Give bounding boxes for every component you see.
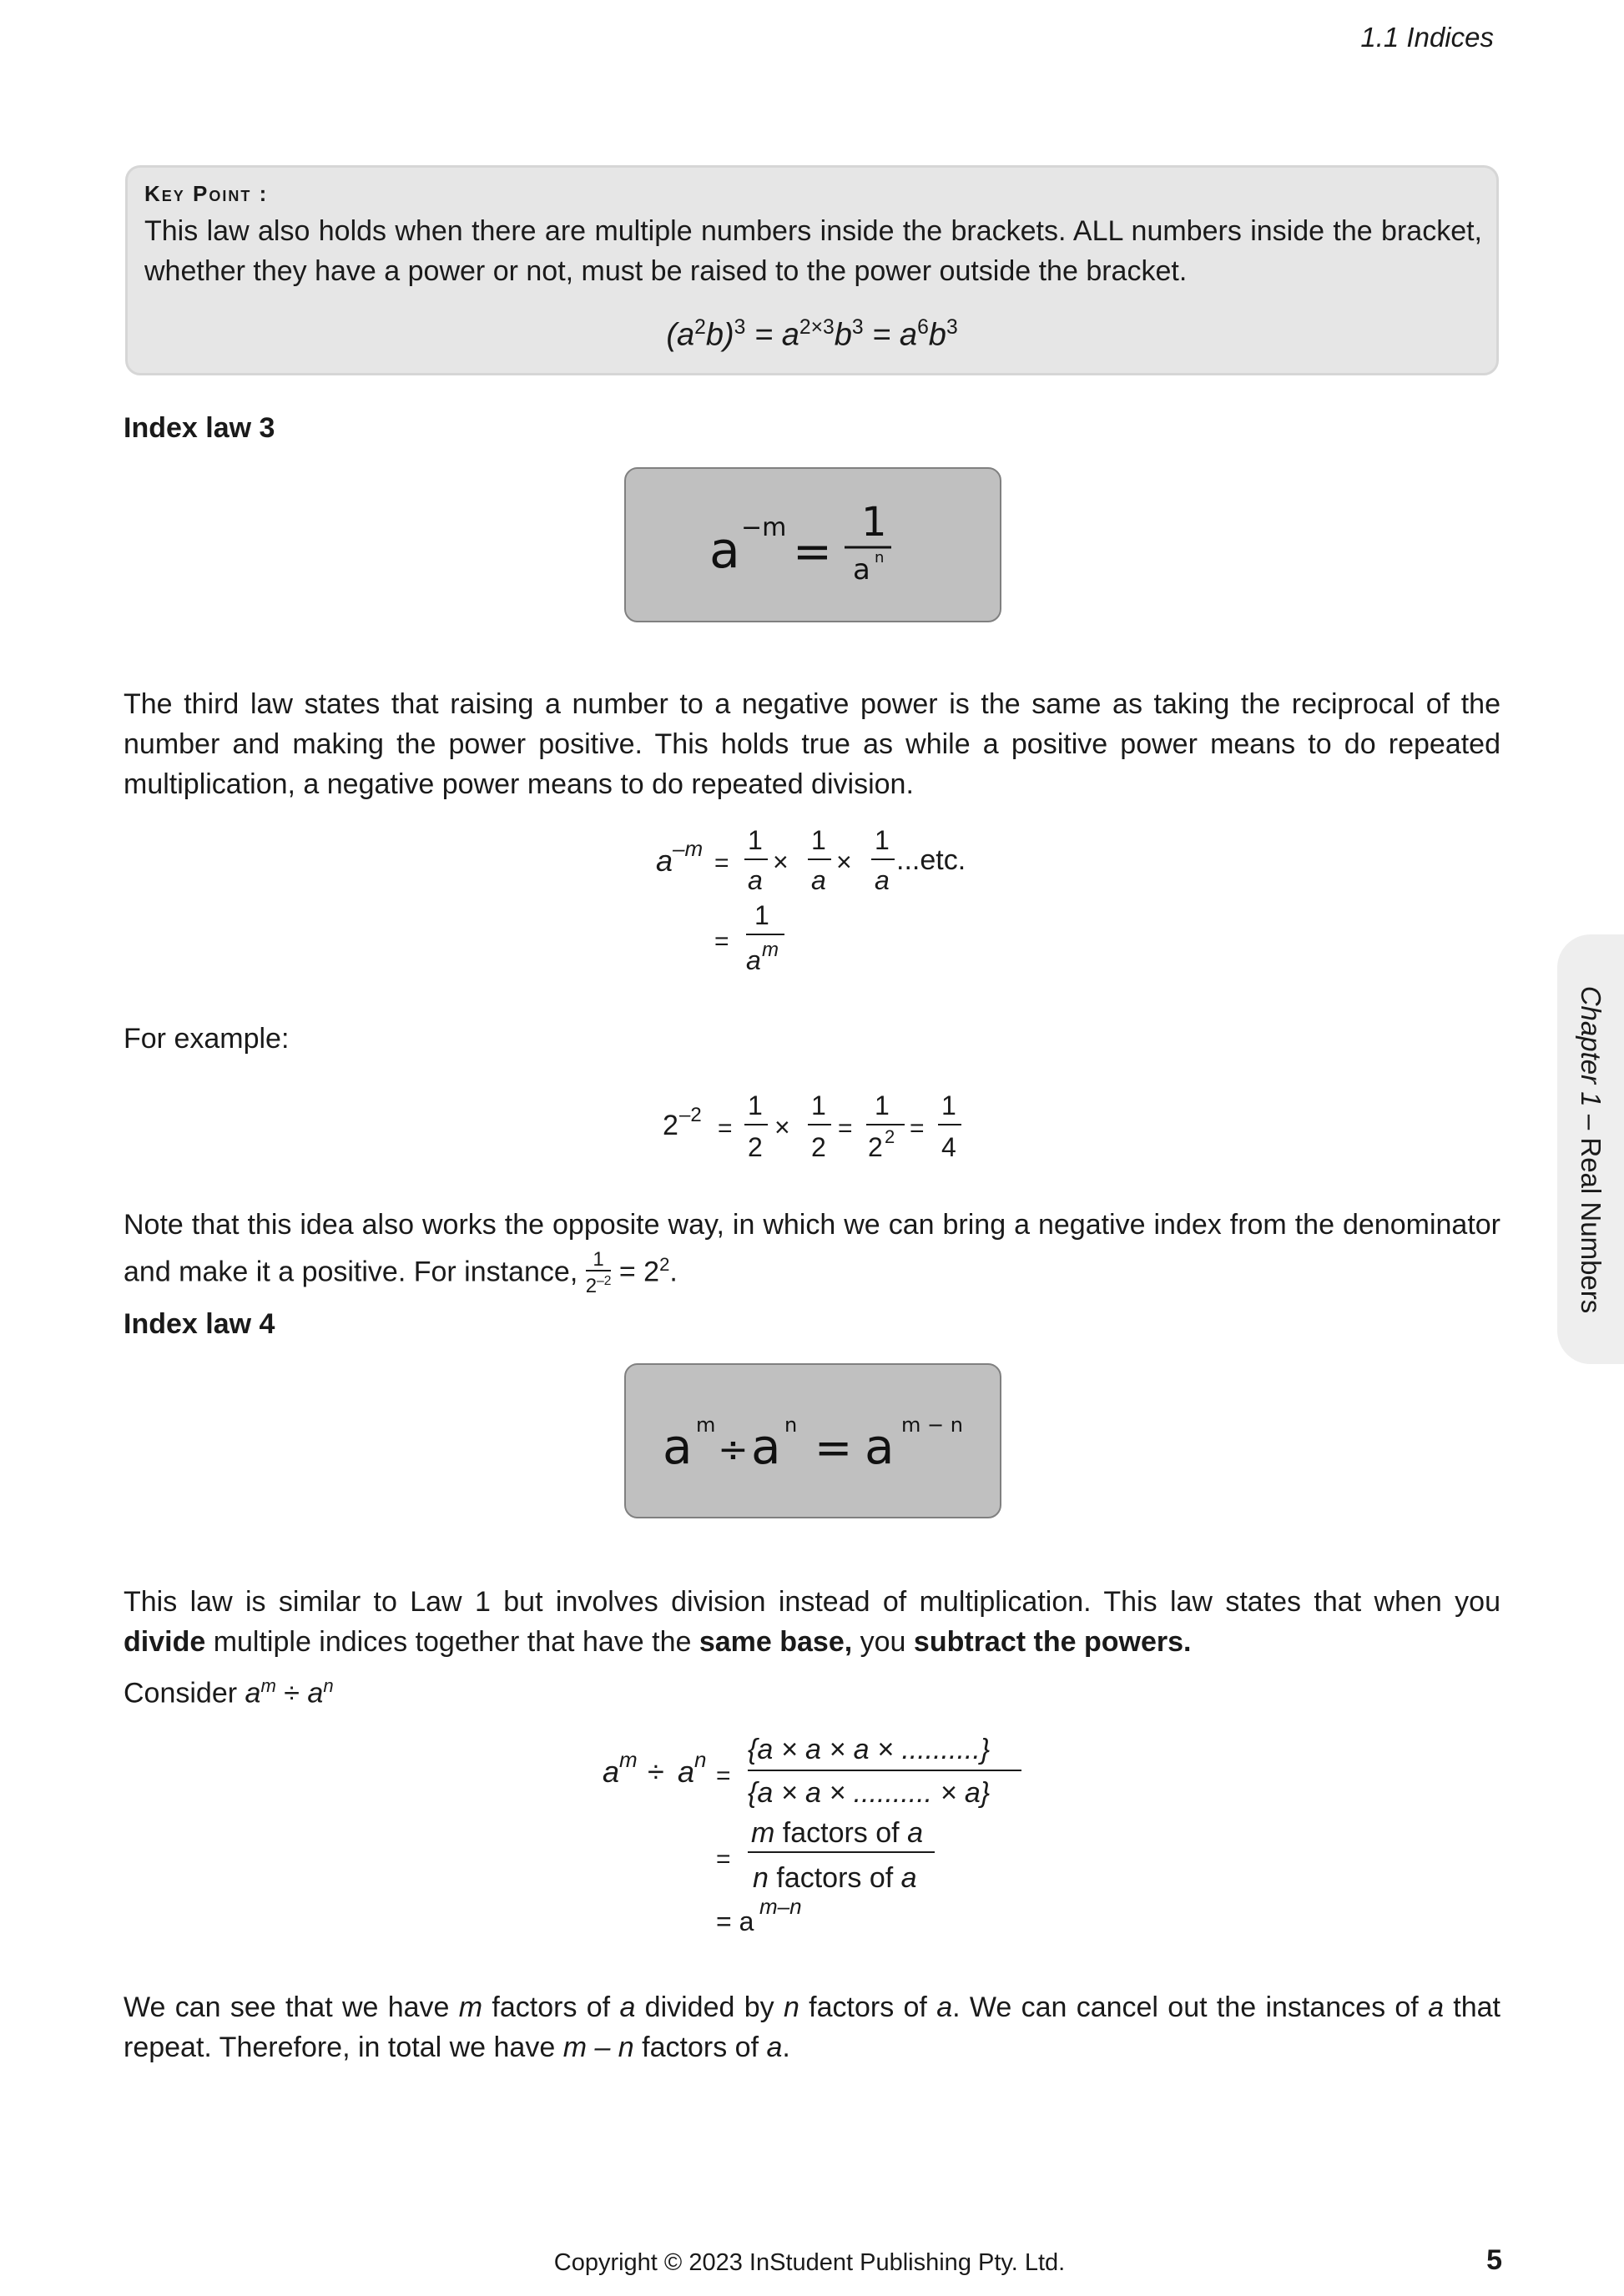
law3-den-exp: n [875, 549, 885, 566]
chapter-number: Chapter 1 [1576, 985, 1606, 1107]
d4-a2: a [678, 1755, 695, 1789]
deriv-den: a [875, 865, 890, 895]
law3-note [124, 1205, 1500, 1297]
deriv-den: a [748, 865, 763, 895]
formula-part: (a [666, 317, 695, 353]
formula-part: b [834, 317, 852, 353]
formula-exp: 3 [946, 316, 958, 339]
formula-exp: 2 [694, 316, 706, 339]
law4-heading: Index law 4 [124, 1308, 275, 1340]
formula-exp: 6 [917, 316, 929, 339]
law3-eq: = [793, 525, 832, 579]
ex-den: 4 [941, 1132, 956, 1162]
law4-paragraph [124, 1582, 1500, 1662]
d4-den1: {a × a × .......... × a} [748, 1777, 991, 1809]
concl-var: a [936, 1991, 953, 2023]
d4-final-exp: m–n [759, 1894, 802, 1919]
chapter-dash: – [1576, 1106, 1606, 1137]
formula-exp: 3 [851, 316, 864, 339]
law4-div: ÷ [718, 1428, 749, 1471]
law4-exp1: m [696, 1413, 716, 1437]
ex-num: 1 [875, 1091, 890, 1120]
law3-formula [626, 469, 1003, 624]
law4-conclusion [124, 1987, 1500, 2067]
note-fraction [586, 1250, 612, 1297]
concl-text: divided by [635, 1991, 784, 2023]
ex-num: 1 [748, 1091, 763, 1120]
law3-box [624, 467, 1001, 622]
law3-derivation [634, 826, 985, 993]
d4-eq2: = [716, 1845, 731, 1873]
concl-var: m [458, 1991, 483, 2023]
law4-base2: a [751, 1418, 781, 1475]
chapter-title: Real Numbers [1576, 1136, 1606, 1313]
law4-base1: a [663, 1418, 693, 1475]
ex-times: × [774, 1112, 790, 1142]
d4-den2 [753, 1862, 917, 1894]
d4-num2-a: a [907, 1817, 923, 1849]
chapter-tab-label [1575, 985, 1606, 1313]
law4-derivation [584, 1727, 1052, 1952]
d4-den2-a: a [900, 1862, 917, 1894]
note-after: = 2 [611, 1256, 660, 1288]
deriv-etc: ...etc. [896, 844, 966, 876]
deriv-lhs: a [656, 843, 673, 878]
ex-eq: = [910, 1115, 925, 1142]
d4-e2: n [694, 1747, 707, 1772]
deriv-times: × [836, 847, 852, 877]
section-header: 1.1 Indices [1360, 22, 1494, 53]
concl-var: m – n [562, 2032, 634, 2063]
deriv-eq2: = [714, 928, 729, 955]
ex-den: 2 [868, 1132, 883, 1162]
d4-div: ÷ [648, 1755, 664, 1789]
note-after-exp: 2 [659, 1254, 670, 1275]
ex-exp: –2 [679, 1104, 702, 1126]
deriv-times: × [773, 847, 789, 877]
law3-exp: −m [741, 513, 787, 542]
concl-var: a [1428, 1991, 1444, 2023]
key-point-title: Key Point : [144, 181, 269, 206]
consider-e1: m [260, 1675, 276, 1696]
concl-text: . [782, 2032, 790, 2063]
law4-exp2: n [784, 1413, 798, 1437]
ex-base: 2 [663, 1110, 678, 1141]
ex-den: 2 [748, 1132, 763, 1162]
d4-den2-n: n [753, 1862, 769, 1894]
key-point-formula [128, 316, 1496, 354]
formula-part: b [928, 317, 946, 353]
deriv-num: 1 [811, 826, 826, 855]
chapter-side-tab[interactable] [1557, 934, 1624, 1364]
d4-den2-text: factors of [768, 1862, 901, 1894]
deriv-den: a [811, 865, 826, 895]
law4-b2: same base, [699, 1626, 853, 1658]
law4-consider [124, 1675, 334, 1709]
consider-e2: n [323, 1675, 334, 1696]
example-label: For example: [124, 1023, 290, 1055]
concl-var: n [783, 1991, 799, 2023]
law4-p3: you [852, 1626, 914, 1658]
deriv-eq: = [714, 849, 729, 877]
concl-var: a [619, 1991, 636, 2023]
key-point-body: This law also holds when there are multiple numbers inside the brackets. ALL numbers inside the bracket, whether they have a power or not, must be raised to the power outside the bracket. [144, 215, 1482, 287]
d4-num2 [751, 1817, 923, 1849]
deriv-final-num: 1 [754, 900, 769, 930]
key-point-box [125, 165, 1499, 375]
formula-part: b) [705, 317, 734, 353]
note-frac-den: 2 [585, 1275, 598, 1298]
law3-base: a [709, 521, 740, 580]
d4-num2-m: m [751, 1817, 775, 1849]
note-text: Note that this idea also works the opposite way, in which we can bring a negative index from the denominator and make it a positive. For instance, [124, 1209, 1500, 1288]
concl-text: We can see that we have [124, 1991, 459, 2023]
law4-p1: This law is similar to Law 1 but involves division instead of multiplication. This law states that when you [124, 1586, 1500, 1618]
note-frac-num: 1 [586, 1250, 612, 1271]
law4-formula [626, 1365, 1003, 1520]
law3-den-base: a [853, 553, 870, 587]
ex-den-exp: 2 [885, 1126, 895, 1147]
d4-a1: a [603, 1755, 620, 1789]
law3-heading: Index law 3 [124, 412, 275, 444]
law4-b3: subtract the powers. [913, 1626, 1192, 1658]
law4-base3: a [865, 1418, 895, 1475]
concl-text: factors of [633, 2032, 767, 2063]
formula-part: = a [863, 317, 918, 353]
d4-eq: = [716, 1762, 731, 1790]
note-frac-den-exp: –2 [597, 1274, 612, 1289]
consider-a1: a [245, 1677, 261, 1709]
law3-num: 1 [861, 499, 887, 546]
law4-b1: divide [124, 1626, 206, 1658]
concl-text: factors of [799, 1991, 937, 2023]
ex-num: 1 [811, 1091, 826, 1120]
d4-num1: {a × a × a × ..........} [748, 1734, 991, 1765]
ex-eq: = [838, 1115, 853, 1142]
page-number: 5 [1486, 2244, 1502, 2276]
law3-paragraph: The third law states that raising a number to a negative power is the same as taking the reciprocal of the number and making the power positive. This holds true as while a positive power means to do repeated multiplication, a negative power means to do repeated division. [124, 688, 1500, 800]
deriv-final-den-exp: m [762, 939, 779, 961]
concl-var: a [766, 2032, 783, 2063]
ex-den: 2 [811, 1132, 826, 1162]
deriv-lhs-exp: –m [673, 836, 704, 861]
law4-box [624, 1363, 1001, 1518]
footer-copyright: Copyright © 2023 InStudent Publishing Pty. Ltd. [553, 2249, 1066, 2276]
d4-final: = a [716, 1906, 754, 1936]
consider-label: Consider [124, 1677, 245, 1709]
d4-e1: m [619, 1747, 638, 1772]
ex-num: 1 [941, 1091, 956, 1120]
law3-example [651, 1091, 985, 1175]
deriv-num: 1 [748, 826, 763, 855]
formula-exp: 2×3 [799, 316, 835, 339]
deriv-final-den: a [746, 945, 761, 975]
consider-a2: a [307, 1677, 324, 1709]
note-end: . [669, 1256, 678, 1288]
law4-exp3: m − n [901, 1413, 963, 1437]
concl-text: that repeat. Therefore, in total we have [124, 1991, 1501, 2063]
d4-num2-text: factors of [774, 1817, 908, 1849]
formula-part: = a [745, 317, 799, 353]
law4-p2: multiple indices together that have the [205, 1626, 699, 1658]
consider-div: ÷ [275, 1677, 308, 1709]
law4-eq: = [815, 1422, 853, 1474]
formula-exp: 3 [734, 316, 746, 339]
ex-eq: = [718, 1115, 733, 1142]
deriv-num: 1 [875, 826, 890, 855]
concl-text: factors of [482, 1991, 620, 2023]
concl-text: . We can cancel out the instances of [952, 1991, 1429, 2023]
